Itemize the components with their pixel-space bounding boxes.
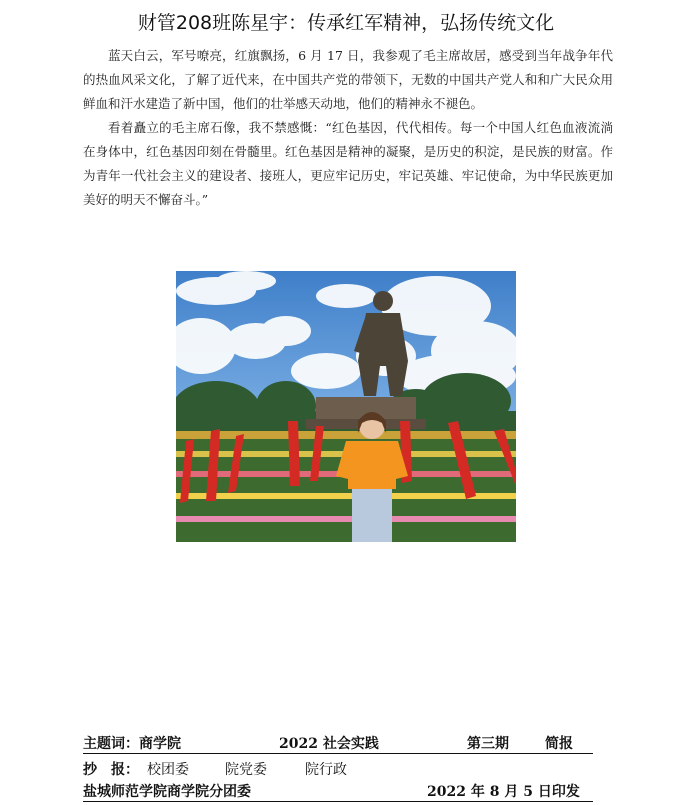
document-type: 简报: [545, 736, 573, 752]
paragraph-1: 蓝天白云，军号嘹亮，红旗飘扬，6 月 17 日，我参观了毛主席故居，感受到当年战争年代的热血风采文化，了解了近代来，在中国共产党的带领下，无数的中国共产党人和和广大民众用鲜血和汗水建造了新中国，他们的壮举感天动地，他们的精神永不褪色。: [83, 48, 613, 111]
article-body: [83, 44, 613, 212]
cc-recipient-3: 院行政: [305, 762, 347, 778]
cc-recipient-2: 院党委: [225, 762, 267, 778]
footer-issuer-row: [83, 779, 593, 802]
issue-number: 第三期: [467, 736, 509, 752]
footer-cc-row: [83, 757, 593, 779]
cc-recipient-1: 校团委: [147, 762, 189, 778]
footer-subject-row: [83, 731, 593, 754]
document-title: 财管208班陈星宇：传承红军精神，弘扬传统文化: [137, 12, 555, 34]
issuer-org: 盐城师范学院商学院分团委: [83, 784, 251, 800]
subject-label: 主题词：商学院: [83, 736, 181, 752]
statue-photo: [176, 271, 516, 542]
issue-date: 2022 年 8 月 5 日印发: [427, 784, 580, 800]
paragraph-2: 看着矗立的毛主席石像，我不禁感慨：“红色基因，代代相传。每一个中国人红色血液流淌在身体中，红色基因印刻在骨髓里。红色基因是精神的凝聚，是历史的积淀，是民族的财富。作为青年一代社会主义的建设者、接班人，更应牢记历史，牢记英雄、牢记使命，为中华民族更加美好的明天不懈奋斗。”: [83, 120, 613, 207]
subject-topic: 2022 社会实践: [279, 736, 379, 752]
cc-label: 抄 报：: [83, 762, 139, 778]
